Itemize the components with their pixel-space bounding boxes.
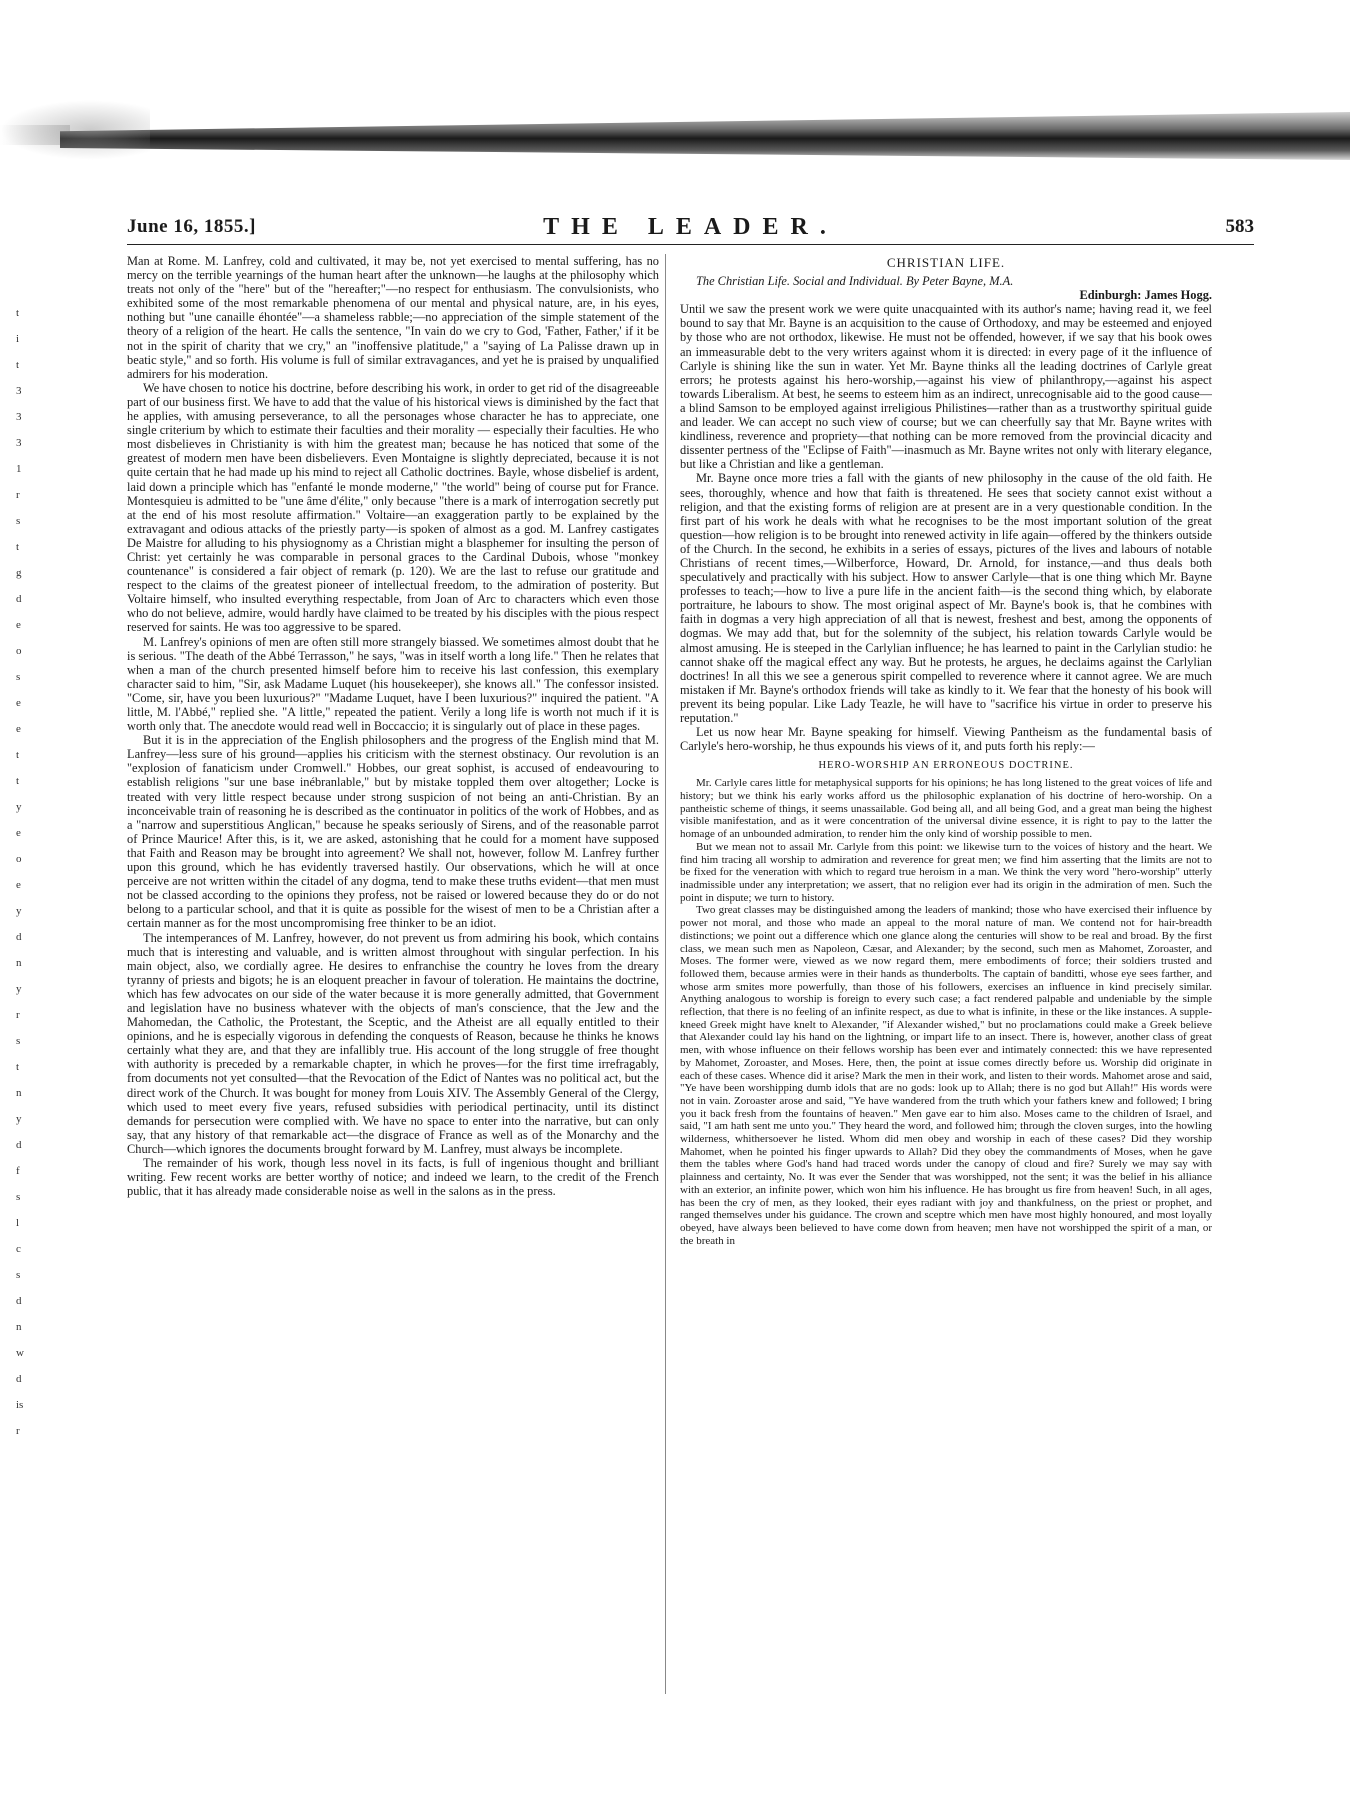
article-paragraph: M. Lanfrey's opinions of men are often still more strangely biassed. We sometimes almost doubt that he is serious. "The death of the Abbé Terrasson," he says, "was in itself worth a long life." Then he relates that when a man of the church presented himself before him to receive his last confession, this exemplary character said to him, "Sir, ask Madame Luquet (his housekeeper), she knows all." The confessor insisted. "Come, sir, have you been luxurious?" "Madame Luquet, have I been luxurious?" inquired the patient. "A little, M. l'Abbé," replied she. "A little," repeated the patient. Verily a long life is worth not much if it is worth only that. The anecdote would read well in Boccaccio; it is singularly out of place in these pages.	[127, 634, 659, 734]
facing-page-margin-text: t i t 3 3 3 1 r s t g d e o s e e t t y e o e y d n y r s t n y d f s l c s d n w d is r	[16, 307, 24, 1437]
scan-smudge	[0, 100, 150, 160]
newspaper-title: THE LEADER.	[543, 214, 838, 240]
section-title: CHRISTIAN LIFE.	[886, 255, 1006, 270]
review-paragraph: Mr. Bayne once more tries a fall with the giants of new philosophy in the cause of the old faith. He sees, thoroughly, whence and how that faith is threatened. He sees that society cannot exist without a religion, and that the existing forms of religion are at present are in a very questionable condition. In the first part of his work he deals with what he recognises to be the most important solution of the great question—how religion is to be brought into renewed activity in life again—offered by the thinkers outside of the Church. In the second, he exhibits in a series of essays, pictures of the lives and labours of notable Christians of recent times,—Wilberforce, Howard, Dr. Arnold, for instance,—and thus deals both speculatively and practically with his subject. How to answer Carlyle—that is one thing which Mr. Bayne professes to teach;—how to live a pure life in the ancient faith—is the second thing which, by elaborate portraiture, he labours to show. The most original aspect of Mr. Bayne's book is, that he combines with faith in dogmas a very high appreciation of all that is newest, freshest and best, among the opponents of dogmas. We may add that, but for the solemnity of the subject, his relation towards Carlyle would be almost amusing. He is steeped in the Carlylian influence; he has learned to paint in the Carlylian studio: he cannot shake off the magical effect any way. But he protests, he argues, he declaims against the Carlylian doctrines! In all this we see a generous spirit compelled to reverence where it cannot agree. We are much mistaken if Mr. Bayne's orthodox friends will take as kindly to it. We fear that the honesty of his book will prevent its being popular. Like Lady Teazle, he will have to "sacrifice his virtue in order to preserve his reputation."	[680, 471, 1212, 725]
extract-paragraph: But we mean not to assail Mr. Carlyle from this point: we likewise turn to the voices of history and the heart. We find him tracing all worship to admiration and reverence for great men; we find him asserting that the limits are not to be fixed for the veneration with which to regard true heroism in a man. We think the very word "hero-worship" utterly inadmissible under any interpretation; we assert, that no religion ever had its origin in the admiration of men. Such the point in dispute; we turn to history.	[680, 840, 1212, 904]
publisher-line: Edinburgh: James Hogg.	[1079, 288, 1212, 303]
column-divider	[665, 254, 666, 1694]
article-paragraph: But it is in the appreciation of the English philosophers and the progress of the English mind that M. Lanfrey—less sure of his ground—applies his criticism with the sternest obstinacy. Our revolution is an "explosion of fanaticism under Cromwell." Hobbes, our great sophist, is accused of endeavouring to establish religions "sur une base inébranlable," but by mistake toppled them over altogether; Locke is treated with very little respect because under strong suspicion of not being an anti-Christian. By an inconceivable train of reasoning he is described as the continuator in politics of the work of Hobbes, and as a "narrow and superstitious Anglican," because he speaks seriously of Sirens, and of the reasonable parrot of Prince Maurice! After this, is it, we are asked, astonishing that he could for a moment have supposed that Faith and Reason may be brought into agreement? We shall not, however, follow M. Lanfrey further upon this ground, which he has evidently traversed hastily. Our observations, which he will at once perceive are not written within the citadel of any dogma, tend to make these truths evident—that men must not be classed according to the opinions they profess, not be raised or lowered because they do or do not belong to a particular school, and that it is quite as possible for the wisest of men to be a Christian after a certain manner as for the most uncompromising free thinker to be an idiot.	[127, 733, 659, 931]
extract-paragraph: Two great classes may be distinguished among the leaders of mankind; those who have exercised their influence by power not moral, and those who made an appeal to the moral nature of man. We contend not for hair-breadth distinctions; we point out a difference which one glance along the centuries will show to be real and broad. By the first class, we mean such men as Napoleon, Cæsar, and Alexander; by the second, such men as Mahomet, Zoroaster, and Moses. The former were, viewed as we now regard them, mere embodiments of force; their soldiers trusted and followed them, because armies were in their hands as thunderbolts. The captain of banditti, whose eye sees farther, and whose arm smites more powerfully, than those of his followers, exercises an influence in kind precisely similar. Anything analogous to worship is foreign to every such case; a fact rendered palpable and undeniable by the simple reflection, that there is no feeling of an infinite respect, as due to what is infinite, in these or the like instances. A supple-kneed Greek might have knelt to Alexander, "if Alexander wished," but no proclamations could make a Greek believe that Alexander could lay his hand on the lightning, or impart life to an insect. There is, however, another class of great men, with whose influence on their fellows worship has been ever and intimately connected: this we have represented by Mahomet, Zoroaster, and Moses. Here, then, the point at issue comes directly before us. Worship did originate in each of these cases. Whence did it arise? Mark the men in their work, and listen to their words. Mahomet arose and said, "Ye have been worshipping dumb idols that are no gods: look up to Allah; there is no god but Allah!" His words were not in vain. Zoroaster arose and said, "Ye have wandered from the truth which your fathers knew and followed; I bring you it back fresh from the fountains of heaven." Men gave ear to him also. Moses came to the children of Israel, and said, "I am hath sent me unto you." They heard the word, and followed him; through the cloven surges, into the howling wilderness, whithersoever he listed. Whom did men obey and worship in each of these cases? Did they worship Mahomet, when he pointed his finger upwards to Allah? Did they obey the commandments of Moses, when he gave them the tables where God's hand had traced words under the canopy of cloud and fire? Surely we may say with plainness and certainty, No. It was ever the Sender that was worshipped, not the sent; it was the belief in his alliance with an exterior, an infinite power, which won him his influence. He has brought us fire from heaven! Such, in all ages, has been the cry of men, as they looked, their eyes radiant with joy and thankfulness, on the priest or prophet, and ranged themselves under his guidance. The crown and sceptre which men have most highly honoured, and most loyally obeyed, have always been believed to have come down from heaven; men have not worshipped the spirit of a man, or the breath in	[680, 904, 1212, 1247]
article-paragraph: The remainder of his work, though less novel in its facts, is full of ingenious thought and brilliant writing. Few recent works are better worthy of notice; and indeed we learn, to the credit of the French public, that it has already made considerable noise as well in the salons as in the press.	[127, 1156, 659, 1199]
page-number: 583	[1225, 216, 1254, 237]
article-paragraph: We have chosen to notice his doctrine, before describing his work, in order to get rid of the disagreeable part of our business first. We have to add that the value of his historical views is diminished by the fact that he applies, with amusing perseverance, to all the personages whose character he has to appreciate, one single criterium by which to estimate their faculties and their morality — especially their faculties. He who most disbelieves in Christianity is with him the greatest man; because he has noticed that some of the greatest of modern men have been disbelievers. Even Montaigne is slightly depreciated, because it is not quite certain that he had made up his mind to reject all Catholic doctrines. Bayle, whose disbelief is ardent, laid down a principle which has "enfanté le monde moderne," "the world" being of course put for France. Montesquieu is admitted to be "une âme d'élite," only because "there is a mark of interrogation secretly put at the end of his most resolute affirmation." Voltaire—an exaggeration partly to be explained by the extravagant and odious attacks of the priestly party—is spoken of almost as a god. M. Lanfrey castigates De Maistre for alluding to his physiognomy as a Christian might a blasphemer for insulting the person of Christ: yet certainly he was comparable in personal graces to the Cardinal Dubois, whose "monkey countenance" is considered a fair object of remark (p. 120). We are the last to refuse our gratitude and respect to the claims of the greatest pioneer of intellectual freedom, to the admiration of posterity. But Voltaire himself, who insulted everything respectable, from Joan of Arc to characters which even those who do not believe, admire, would hardly have claimed to be treated by his disciples with the pious respect reserved for saints. He was too aggressive to be spared.	[127, 380, 659, 635]
book-citation: The Christian Life. Social and Individual. By Peter Bayne, M.A.	[696, 274, 1014, 289]
right-column	[680, 254, 1212, 1734]
article-paragraph: Man at Rome. M. Lanfrey, cold and cultivated, it may be, not yet exercised to mental suffering, has no mercy on the terrible yearnings of the human heart after the unknown—he laughs at the philosophy which treats not only of the "here" but of the "hereafter;"—no respect for enthusiasm. The convulsionists, who exhibited some of the most remarkable phenomena of our mental and physical nature, are, in his eyes, nothing but "une canaille éhontée"—a shameless rabble;—no appreciation of the simple statement of the theory of a religion of the heart. He calls the sentence, "In vain do we cry to God, 'Father, Father,' if it be not in the spirit of charity that we cry," an "inoffensive platitude," a "saying of La Palisse drawn up in beatic style," and so forth. His volume is full of similar extravagances, and yet he is praised by unqualified admirers for his moderation.	[127, 254, 659, 381]
issue-date: June 16, 1855.]	[127, 216, 256, 237]
article-paragraph: The intemperances of M. Lanfrey, however, do not prevent us from admiring his book, which contains much that is interesting and valuable, and is written almost throughout with singular perfection. In his main object, also, we cordially agree. He desires to enfranchise the country he loves from the dreary tyranny of priests and bigots; he is an eloquent preacher in favour of toleration. He maintains the doctrine, which has few advocates on our side of the water because it is more generally admitted, that Government and legislation have no business whatever with the objects of man's conscience, that the Jew and the Mahomedan, the Catholic, the Protestant, the Sceptic, and the Atheist are all equally entitled to their opinions, and he is especially vigorous in defending the conquests of Reason, because he thinks he knows certainly what they are, and that they are infallibly true. His account of the long struggle of free thought with authority is preceded by a remarkable chapter, in which he proves—for the first time irrefragably, from documents not yet consulted—that the Revocation of the Edict of Nantes was no political act, but the direct work of the Church. It was bought for money from Louis XIV. The Assembly General of the Clergy, which used to meet every five years, refused subsidies with periodical pertinacity, until its distinct demands for persecution were complied with. We have no space to enter into the narrative, but can only say, that any history of that remarkable act—the disgrace of France as well as of the Monarchy and the Church—which ignores the documents brought forward by M. Lanfrey, must always be incomplete.	[127, 930, 659, 1156]
review-paragraph: Let us now hear Mr. Bayne speaking for himself. Viewing Pantheism as the fundamental basis of Carlyle's hero-worship, he thus expounds his views of it, and puts forth his reply:—	[680, 725, 1212, 754]
left-column	[127, 254, 659, 1734]
extract-paragraph: Mr. Carlyle cares little for metaphysical supports for his opinions; he has long listened to the great voices of life and history; but we think his early works afford us the philosophic explanation of his doctrine of hero-worship. On a pantheistic scheme of things, it seems unassailable. God being all, and all being God, and a great man being the highest visible manifestation, and as it were concentration of the universal divine essence, it is right to pay to the latter the homage of an unbounded admiration, to render him the only kind of worship possible to men.	[680, 777, 1212, 841]
review-paragraph: Until we saw the present work we were quite unacquainted with its author's name; having read it, we feel bound to say that Mr. Bayne is an acquisition to the cause of Orthodoxy, and may be esteemed and enjoyed by those who are not orthodox, likewise. He must not be offended, however, if we say that his book owes an immeasurable debt to the very writers against whom it is directed: in every page of it the influence of Carlyle is shining like the sun in water. Yet Mr. Bayne thinks all the leading doctrines of Carlyle great errors; he protests against his hero-worship,—against his view of philanthropy,—against his aspect towards Liberalism. At best, he seems to esteem him as an indirect, unrecognisable aid to the good cause—a blind Samson to be employed against irreligious Philistines—rather than as a trustworthy spiritual guide and leader. We can accept no such view of course; but we can cheerfully say that Mr. Bayne writes with kindliness, reverence and propriety—that nothing can be more removed from the provincial dicacity and dissenter pertness of the "Eclipse of Faith"—inasmuch as Mr. Bayne writes not only with literary elegance, but like a Christian and like a gentleman.	[680, 302, 1212, 472]
page-header	[127, 214, 1254, 245]
binding-shadow-band	[60, 112, 1350, 160]
extract-heading: HERO-WORSHIP AN ERRONEOUS DOCTRINE.	[818, 760, 1074, 772]
